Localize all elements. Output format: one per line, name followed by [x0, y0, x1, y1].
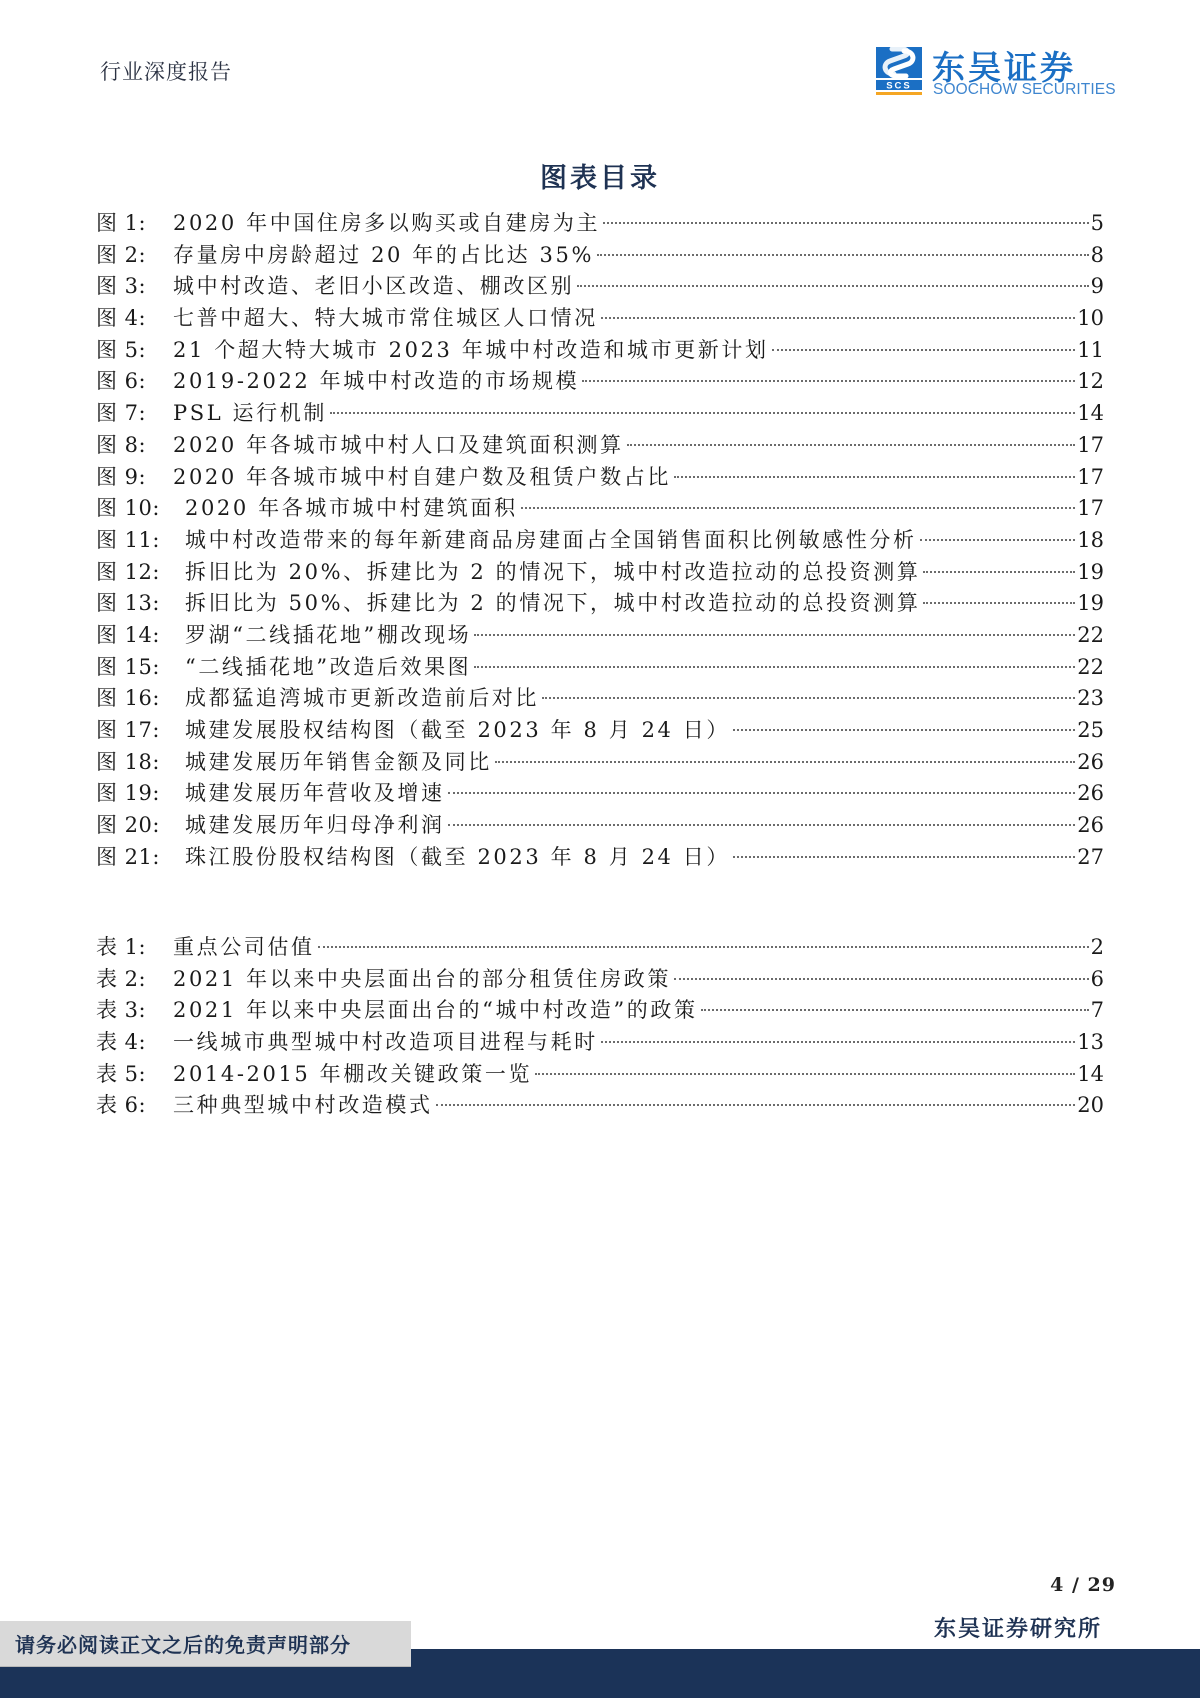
- dot-leader: [601, 1041, 1075, 1043]
- toc-figure-entry[interactable]: [96, 810, 1104, 842]
- entry-page: 17: [1077, 496, 1104, 521]
- entry-page: 9: [1090, 274, 1104, 299]
- entry-page: 19: [1077, 591, 1104, 616]
- entry-page: 27: [1077, 844, 1104, 869]
- dot-leader: [733, 856, 1075, 858]
- dot-leader: [474, 666, 1075, 668]
- entry-label: 表 1:: [96, 935, 147, 959]
- toc-figure-entry[interactable]: [96, 747, 1104, 779]
- entry-label: 图 6:: [96, 369, 147, 394]
- entry-page: 8: [1090, 242, 1104, 267]
- toc-figure-entry[interactable]: [96, 557, 1104, 589]
- entry-label: 图 8:: [96, 432, 147, 457]
- dot-leader: [603, 222, 1089, 224]
- dot-leader: [701, 1009, 1089, 1011]
- entry-title: 城中村改造、老旧小区改造、棚改区别: [173, 274, 575, 299]
- dot-leader: [495, 761, 1075, 763]
- dot-leader: [330, 412, 1075, 414]
- toc-figure-entry[interactable]: [96, 366, 1104, 398]
- entry-title: 城中村改造带来的每年新建商品房建面占全国销售面积比例敏感性分析: [185, 527, 917, 552]
- entry-title: 城建发展历年营收及增速: [185, 781, 445, 806]
- entry-page: 5: [1090, 211, 1104, 235]
- entry-label: 表 6:: [96, 1093, 147, 1118]
- report-type-label: 行业深度报告: [100, 60, 232, 84]
- entry-title: PSL 运行机制: [173, 401, 327, 426]
- entry-page: 13: [1077, 1030, 1104, 1055]
- toc-figure-entry[interactable]: [96, 398, 1104, 430]
- entry-page: 11: [1077, 337, 1104, 362]
- page-indicator: 4 / 29: [1050, 1574, 1116, 1596]
- entry-label: 图 13:: [96, 591, 160, 616]
- entry-title: 一线城市典型城中村改造项目进程与耗时: [173, 1030, 598, 1055]
- entry-page: 10: [1077, 306, 1104, 331]
- dot-leader: [318, 946, 1089, 948]
- dot-leader: [542, 697, 1075, 699]
- toc-figure-entry[interactable]: [96, 430, 1104, 462]
- toc-table-entry[interactable]: [96, 995, 1104, 1027]
- entry-page: 26: [1077, 781, 1104, 806]
- entry-page: 7: [1090, 998, 1104, 1023]
- dot-leader: [448, 824, 1076, 826]
- entry-title: 三种典型城中村改造模式: [173, 1093, 433, 1118]
- entry-title: 2014-2015 年棚改关键政策一览: [173, 1061, 533, 1086]
- entry-label: 图 21:: [96, 844, 160, 869]
- entry-title: 珠江股份股权结构图（截至 2023 年 8 月 24 日）: [185, 844, 730, 869]
- toc-figure-entry[interactable]: [96, 493, 1104, 525]
- entry-page: 14: [1077, 401, 1104, 426]
- toc-figure-entry[interactable]: [96, 271, 1104, 303]
- dot-leader: [674, 476, 1075, 478]
- entry-label: 图 16:: [96, 686, 160, 711]
- dot-leader: [601, 317, 1075, 319]
- dot-leader: [923, 602, 1075, 604]
- entry-title: 城建发展历年归母净利润: [185, 813, 445, 838]
- entry-title: 2020 年各城市城中村建筑面积: [185, 496, 518, 521]
- entry-page: 17: [1077, 432, 1104, 457]
- toc-figure-entry[interactable]: [96, 240, 1104, 272]
- logo-name-en: SOOCHOW SECURITIES: [933, 81, 1116, 98]
- entry-label: 表 3:: [96, 998, 147, 1023]
- toc-table-entry[interactable]: [96, 932, 1104, 964]
- entry-page: 20: [1077, 1093, 1104, 1118]
- entry-label: 图 20:: [96, 813, 160, 838]
- toc-figure-entry[interactable]: [96, 335, 1104, 367]
- entry-label: 图 1:: [96, 211, 147, 235]
- entry-title: 2020 年各城市城中村人口及建筑面积测算: [173, 432, 624, 457]
- dot-leader: [674, 978, 1089, 980]
- dot-leader: [535, 1073, 1075, 1075]
- disclaimer-banner: [0, 1621, 411, 1667]
- toc-figure-entry[interactable]: [96, 208, 1104, 240]
- toc-figure-entry[interactable]: [96, 462, 1104, 494]
- entry-title: 城建发展股权结构图（截至 2023 年 8 月 24 日）: [185, 718, 730, 742]
- entry-label: 表 2:: [96, 966, 147, 991]
- entry-page: 23: [1077, 686, 1104, 711]
- entry-label: 表 4:: [96, 1030, 147, 1055]
- toc-figure-entry[interactable]: [96, 715, 1104, 747]
- dot-leader: [923, 571, 1075, 573]
- dot-leader: [448, 792, 1076, 794]
- dot-leader: [733, 729, 1075, 731]
- toc-figure-entry[interactable]: [96, 588, 1104, 620]
- entry-title: 2019-2022 年城中村改造的市场规模: [173, 369, 580, 394]
- entry-title: 七普中超大、特大城市常住城区人口情况: [173, 306, 598, 331]
- entry-page: 14: [1077, 1061, 1104, 1086]
- entry-label: 图 19:: [96, 781, 160, 806]
- dot-leader: [920, 539, 1076, 541]
- company-logo: [876, 44, 1116, 100]
- toc-table-entry[interactable]: [96, 1027, 1104, 1059]
- entry-label: 图 18:: [96, 749, 160, 774]
- entry-page: 2: [1090, 935, 1104, 959]
- figure-list: [96, 208, 1104, 873]
- page-title: 图表目录: [540, 163, 660, 194]
- entry-label: 图 17:: [96, 718, 160, 742]
- entry-label: 图 2:: [96, 242, 147, 267]
- dot-leader: [582, 380, 1075, 382]
- toc-figure-entry[interactable]: [96, 652, 1104, 684]
- entry-title: 拆旧比为 20%、拆建比为 2 的情况下，城中村改造拉动的总投资测算: [185, 559, 921, 584]
- entry-title: 成都猛追湾城市更新改造前后对比: [185, 686, 539, 711]
- entry-title: 2020 年中国住房多以购买或自建房为主: [173, 211, 601, 235]
- entry-page: 26: [1077, 813, 1104, 838]
- entry-label: 图 11:: [96, 527, 160, 552]
- logo-name-cn: 东吴证券: [932, 48, 1076, 87]
- dot-leader: [627, 444, 1076, 446]
- entry-title: 罗湖“二线插花地”棚改现场: [185, 622, 472, 647]
- entry-label: 图 10:: [96, 496, 160, 521]
- scs-logo-icon: [876, 47, 922, 97]
- entry-label: 图 4:: [96, 306, 147, 331]
- entry-page: 6: [1090, 966, 1104, 991]
- entry-label: 图 15:: [96, 654, 160, 679]
- entry-page: 12: [1077, 369, 1104, 394]
- entry-title: 存量房中房龄超过 20 年的占比达 35%: [173, 242, 595, 267]
- toc-table-entry[interactable]: [96, 1090, 1104, 1122]
- toc-table-entry[interactable]: [96, 1059, 1104, 1091]
- entry-title: 拆旧比为 50%、拆建比为 2 的情况下，城中村改造拉动的总投资测算: [185, 591, 921, 616]
- entry-page: 22: [1077, 622, 1104, 647]
- entry-label: 图 12:: [96, 559, 160, 584]
- entry-title: 21 个超大特大城市 2023 年城中村改造和城市更新计划: [173, 337, 769, 362]
- entry-page: 19: [1077, 559, 1104, 584]
- toc-figure-entry[interactable]: [96, 778, 1104, 810]
- entry-label: 图 9:: [96, 464, 147, 489]
- dot-leader: [597, 254, 1089, 256]
- toc-figure-entry[interactable]: [96, 842, 1104, 874]
- entry-title: 2020 年各城市城中村自建户数及租赁户数占比: [173, 464, 671, 489]
- toc-figure-entry[interactable]: [96, 303, 1104, 335]
- entry-title: 重点公司估值: [173, 935, 315, 959]
- svg-text:SCS: SCS: [886, 80, 912, 92]
- entry-label: 图 14:: [96, 622, 160, 647]
- footer-institute-name: 东吴证券研究所: [933, 1616, 1102, 1642]
- dot-leader: [577, 285, 1088, 287]
- entry-page: 22: [1077, 654, 1104, 679]
- entry-title: “二线插花地”改造后效果图: [185, 654, 472, 679]
- toc-table-entry[interactable]: [96, 964, 1104, 996]
- entry-title: 2021 年以来中央层面出台的部分租赁住房政策: [173, 966, 671, 991]
- entry-page: 26: [1077, 749, 1104, 774]
- entry-label: 图 7:: [96, 401, 147, 426]
- entry-label: 表 5:: [96, 1061, 147, 1086]
- entry-title: 城建发展历年销售金额及同比: [185, 749, 492, 774]
- entry-label: 图 5:: [96, 337, 147, 362]
- entry-page: 25: [1077, 718, 1104, 742]
- toc-figure-entry[interactable]: [96, 620, 1104, 652]
- entry-label: 图 3:: [96, 274, 147, 299]
- toc-figure-entry[interactable]: [96, 525, 1104, 557]
- toc-figure-entry[interactable]: [96, 683, 1104, 715]
- disclaimer-text: 请务必阅读正文之后的免责声明部分: [15, 1633, 351, 1657]
- entry-page: 17: [1077, 464, 1104, 489]
- dot-leader: [436, 1104, 1076, 1106]
- dot-leader: [521, 507, 1076, 509]
- dot-leader: [474, 634, 1075, 636]
- entry-title: 2021 年以来中央层面出台的“城中村改造”的政策: [173, 998, 698, 1023]
- table-list: [96, 932, 1104, 1122]
- entry-page: 18: [1077, 527, 1104, 552]
- dot-leader: [772, 349, 1076, 351]
